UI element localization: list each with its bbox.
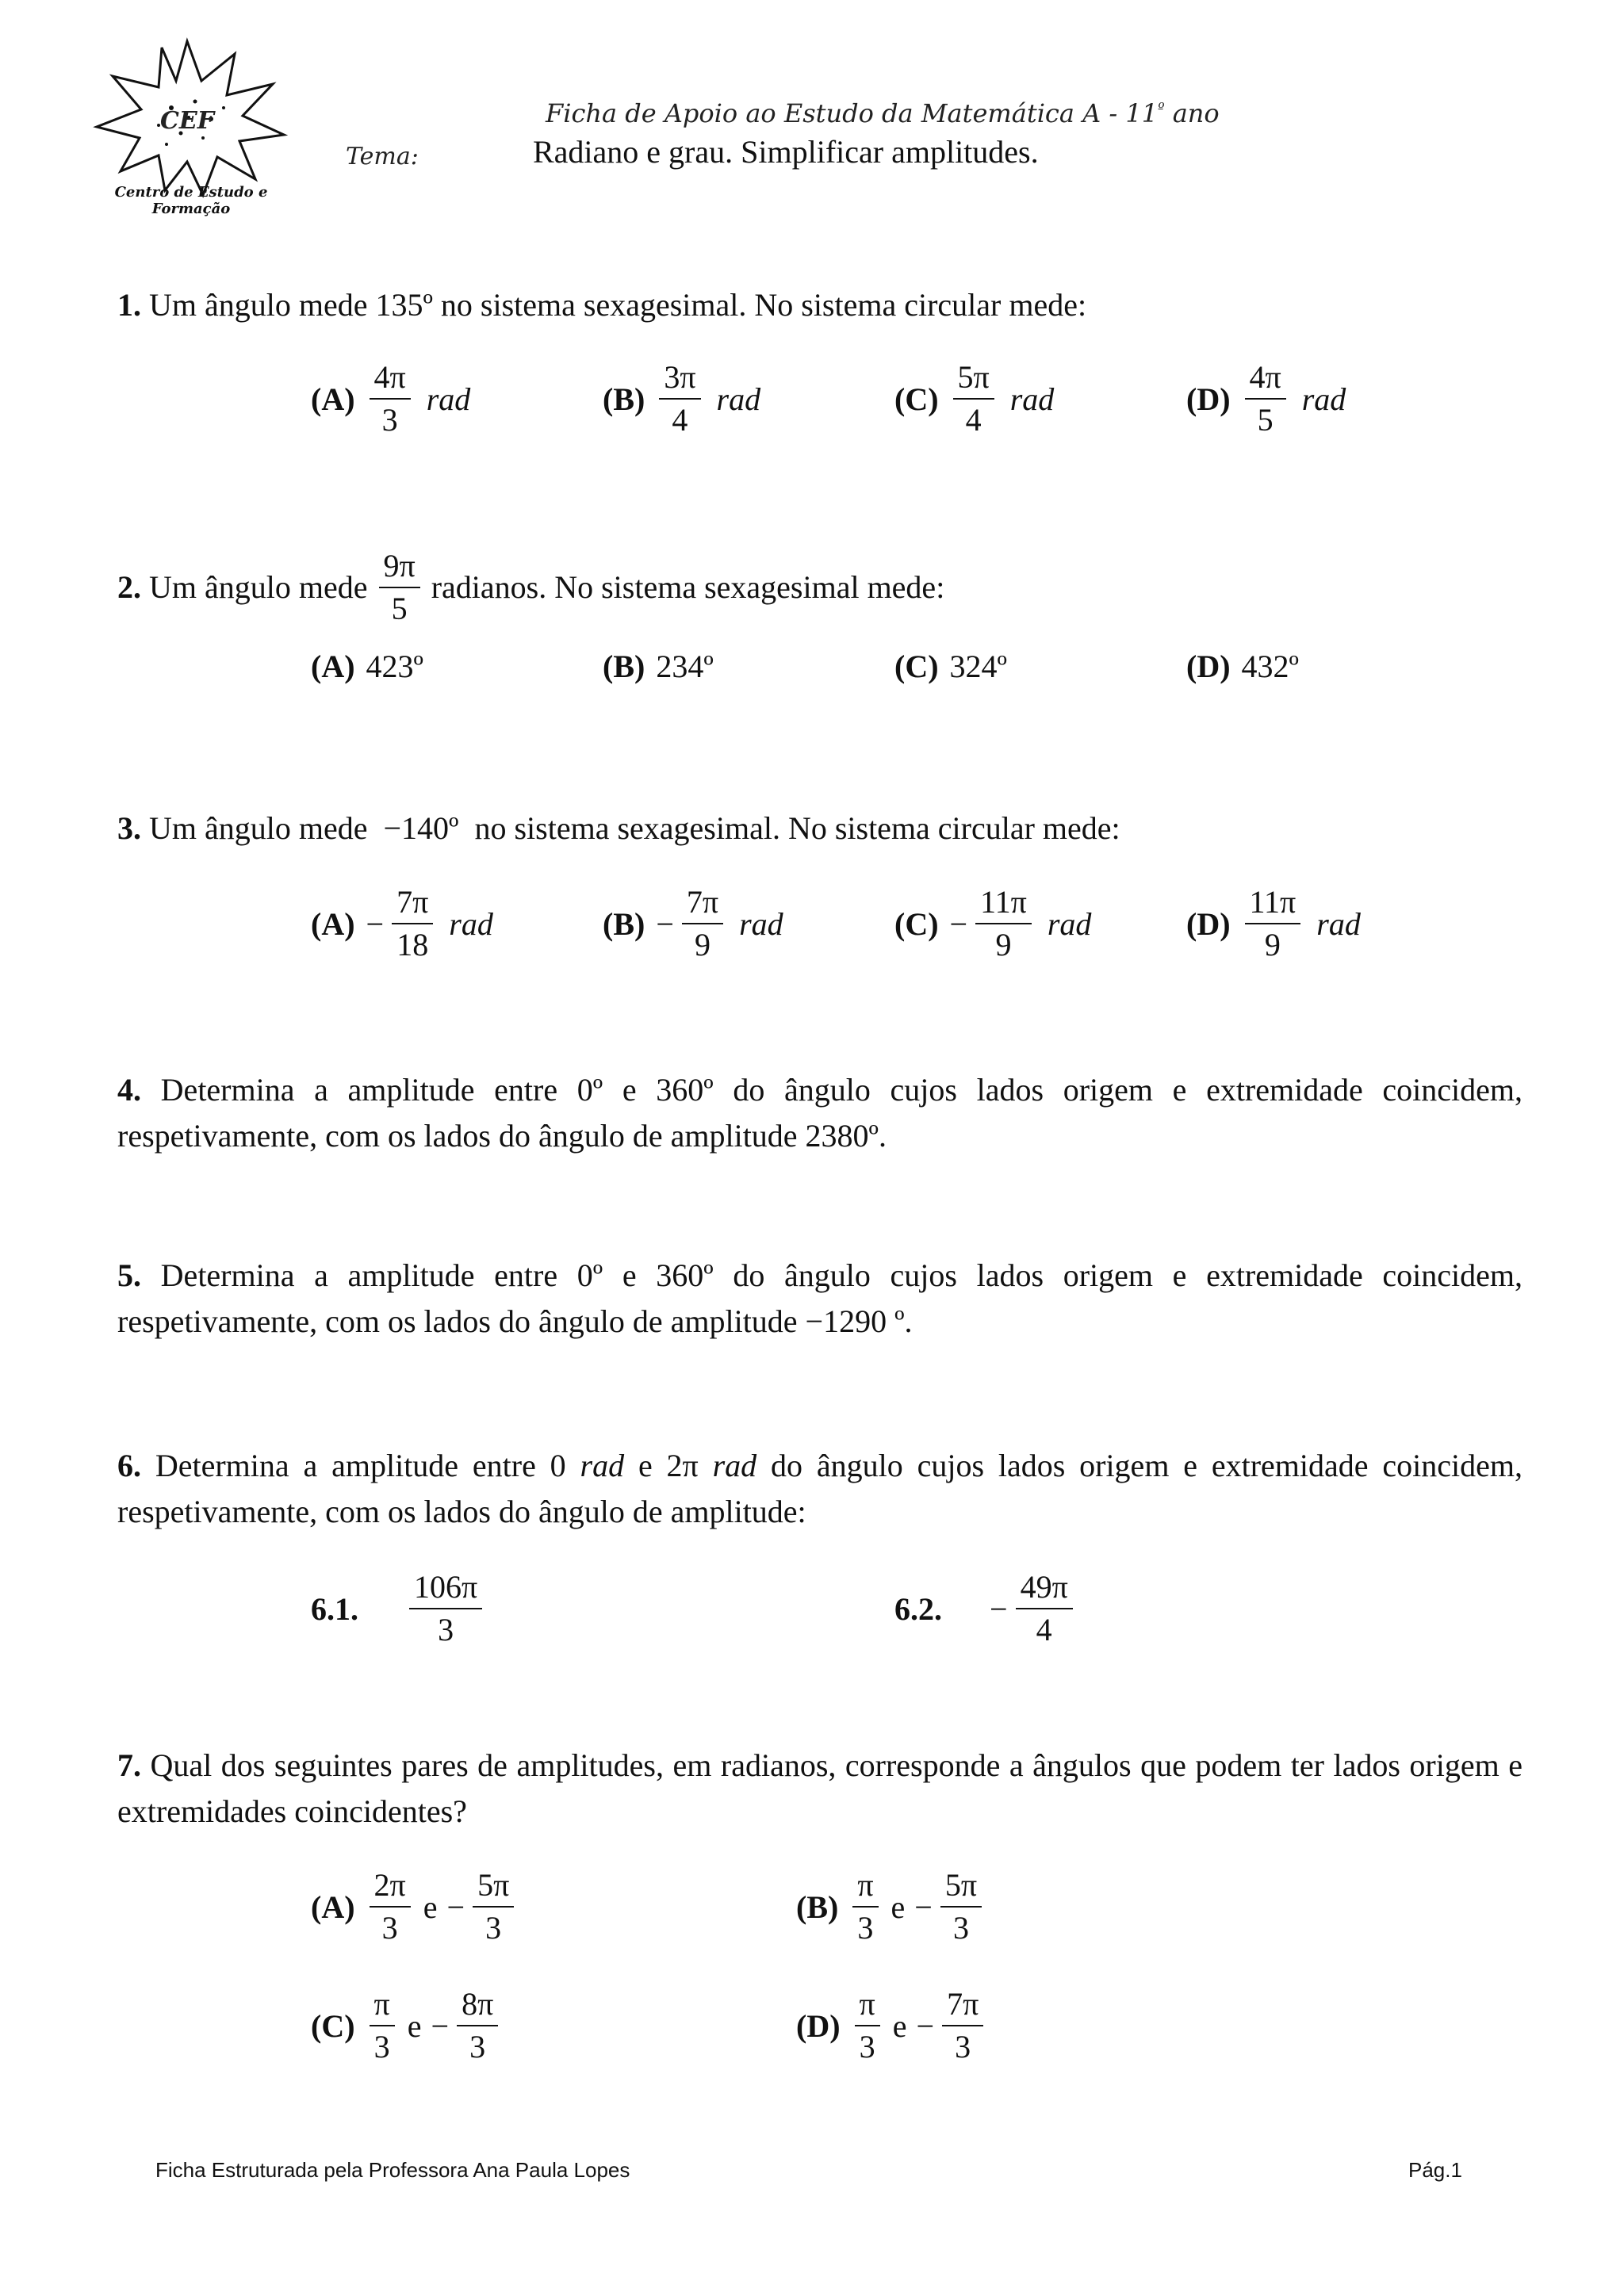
question-value: −140º — [383, 810, 459, 846]
numerator: 11π — [1249, 884, 1297, 920]
minus-sign: − — [446, 1888, 465, 1925]
question-text: Qual dos seguintes pares de amplitudes, em radianos, corresponde a ângulos que podem ter lados origem e extremidades coincidentes? — [117, 1747, 1523, 1829]
numerator: 11π — [980, 884, 1027, 920]
numerator: 5π — [477, 1867, 510, 1903]
q3-option-d[interactable] — [1186, 880, 1361, 967]
question-number: 2. — [117, 569, 141, 605]
denominator: 3 — [457, 2025, 498, 2064]
fraction — [392, 885, 433, 962]
denominator: 9 — [682, 923, 723, 962]
q7-option-d[interactable] — [796, 1982, 986, 2069]
sheet-title — [546, 98, 1220, 128]
denominator: 5 — [379, 587, 420, 626]
option-label: (C) — [894, 648, 939, 684]
denominator: 4 — [659, 398, 700, 438]
unit: rad — [449, 905, 493, 942]
option-label: (C) — [894, 905, 939, 942]
unit: rad — [580, 1448, 625, 1483]
numerator: 5π — [944, 1867, 978, 1903]
denominator: 3 — [852, 1906, 878, 1946]
option-value: 423º — [366, 648, 423, 684]
question-text-part: Determina a amplitude entre 0 — [155, 1448, 566, 1483]
unit: rad — [1316, 905, 1361, 942]
denominator: 3 — [409, 1608, 482, 1647]
question-number: 1. — [117, 287, 141, 323]
question-text-before: Um ângulo mede — [149, 810, 368, 846]
question-4 — [117, 1067, 1522, 1159]
starburst-logo-icon — [76, 32, 298, 206]
minus-sign: − — [914, 1888, 933, 1925]
option-value: 432º — [1241, 648, 1299, 684]
connector: e — [407, 2007, 422, 2044]
item-label: 6.1. — [311, 1590, 358, 1627]
question-text-part: e 2π — [638, 1448, 699, 1483]
fraction — [370, 360, 411, 438]
numerator: π — [859, 1986, 875, 2022]
question-number: 6. — [117, 1448, 141, 1483]
numerator: 3π — [664, 359, 696, 395]
unit: rad — [1047, 905, 1092, 942]
q2-option-a[interactable] — [311, 642, 423, 690]
question-7 — [117, 1743, 1522, 1835]
question-5 — [117, 1253, 1522, 1345]
question-number: 3. — [117, 810, 141, 846]
option-label: (B) — [603, 648, 645, 684]
fraction — [409, 1570, 482, 1647]
denominator: 4 — [1016, 1608, 1073, 1647]
fraction — [953, 360, 994, 438]
q1-option-b[interactable] — [603, 355, 760, 442]
question-text-after: no sistema sexagesimal. No sistema circular mede: — [474, 810, 1120, 846]
question-text-before: Um ângulo mede — [149, 569, 368, 605]
minus-sign: − — [990, 1590, 1008, 1627]
option-label: (D) — [796, 2007, 841, 2044]
numerator: 106π — [414, 1569, 478, 1605]
question-number: 7. — [117, 1747, 141, 1783]
question-number: 5. — [117, 1257, 141, 1293]
fraction — [855, 1987, 880, 2064]
denominator: 4 — [953, 398, 994, 438]
unit: rad — [712, 1448, 757, 1483]
q7-option-b[interactable] — [796, 1863, 985, 1950]
minus-sign: − — [916, 2007, 935, 2044]
logo-initials: CEF — [159, 107, 215, 135]
numerator: 49π — [1020, 1569, 1068, 1605]
option-label: (D) — [1186, 648, 1231, 684]
fraction — [370, 1868, 411, 1946]
logo — [76, 32, 298, 206]
denominator: 3 — [370, 2025, 395, 2064]
fraction — [1245, 885, 1301, 962]
denominator: 3 — [940, 1906, 982, 1946]
unit: rad — [716, 381, 761, 417]
unit: rad — [1301, 381, 1346, 417]
denominator: 5 — [1245, 398, 1286, 438]
question-number: 4. — [117, 1072, 141, 1108]
fraction — [1016, 1570, 1073, 1647]
denominator: 9 — [1245, 923, 1301, 962]
connector: e — [423, 1888, 438, 1925]
question-text: Um ângulo mede 135º no sistema sexagesimal. No sistema circular mede: — [149, 287, 1087, 323]
numerator: 4π — [1249, 359, 1281, 395]
question-1 — [117, 282, 1522, 328]
option-label: (C) — [311, 2007, 355, 2044]
q6-item-2 — [894, 1565, 1076, 1652]
question-text: Determina a amplitude entre 0º e 360º do ângulo cujos lados origem e extremidade coincidem, respetivamente, com os lados do ângulo de amplitude 2380º. — [117, 1072, 1523, 1154]
denominator: 3 — [473, 1906, 514, 1946]
numerator: 4π — [373, 359, 406, 395]
fraction — [940, 1868, 982, 1946]
grade-word: ano — [1172, 98, 1220, 128]
tema-text: Radiano e grau. Simplificar amplitudes. — [533, 134, 1039, 170]
q3-option-c[interactable] — [894, 880, 1091, 967]
minus-sign: − — [656, 905, 674, 942]
fraction — [457, 1987, 498, 2064]
q3-option-a[interactable] — [311, 880, 493, 967]
q1-option-a[interactable] — [311, 355, 470, 442]
question-text: Determina a amplitude entre 0º e 360º do ângulo cujos lados origem e extremidade coincidem, respetivamente, com os lados do ângulo de amplitude −1290 º. — [117, 1257, 1523, 1339]
minus-sign: − — [366, 905, 385, 942]
fraction — [659, 360, 700, 438]
denominator: 3 — [370, 398, 411, 438]
question-2 — [117, 544, 1522, 631]
tema-label: Tema: — [346, 143, 419, 170]
option-label: (C) — [894, 381, 939, 417]
denominator: 9 — [975, 923, 1032, 962]
fraction — [379, 549, 420, 626]
unit: rad — [739, 905, 783, 942]
denominator: 3 — [942, 2025, 983, 2064]
option-label: (A) — [311, 381, 355, 417]
connector: e — [891, 1888, 906, 1925]
q7-option-a[interactable] — [311, 1863, 517, 1950]
q2-option-d[interactable] — [1186, 642, 1299, 690]
minus-sign: − — [949, 905, 968, 942]
option-label: (B) — [603, 381, 645, 417]
sheet-title-text: Ficha de Apoio ao Estudo da Matemática A - 11 — [546, 98, 1159, 128]
numerator: 5π — [957, 359, 990, 395]
fraction — [975, 885, 1032, 962]
numerator: 7π — [686, 884, 719, 920]
question-3 — [117, 806, 1522, 851]
option-label: (B) — [796, 1888, 839, 1925]
connector: e — [892, 2007, 907, 2044]
denominator: 3 — [370, 1906, 411, 1946]
numerator: 7π — [396, 884, 429, 920]
question-text-part: do ângulo cujos lados origem e extremidade coincidem, respetivamente, com os lados do ângulo de amplitude: — [117, 1448, 1522, 1529]
option-label: (A) — [311, 648, 355, 684]
option-label: (A) — [311, 1888, 355, 1925]
numerator: 2π — [373, 1867, 406, 1903]
fraction — [942, 1987, 983, 2064]
fraction — [1245, 360, 1286, 438]
grade-superscript: º — [1158, 100, 1165, 117]
denominator: 3 — [855, 2025, 880, 2064]
unit: rad — [426, 381, 471, 417]
numerator: 9π — [383, 548, 416, 584]
q6-item-1 — [311, 1565, 485, 1652]
question-6 — [117, 1443, 1522, 1535]
option-value: 234º — [656, 648, 714, 684]
q2-option-b[interactable] — [603, 642, 714, 690]
numerator: 7π — [947, 1986, 979, 2022]
numerator: 8π — [462, 1986, 494, 2022]
numerator: π — [857, 1867, 874, 1903]
q2-option-c[interactable] — [894, 642, 1007, 690]
fraction — [370, 1987, 395, 2064]
fraction — [682, 885, 723, 962]
q7-option-c[interactable] — [311, 1982, 501, 2069]
option-label: (A) — [311, 905, 355, 942]
fraction — [852, 1868, 878, 1946]
q3-option-b[interactable] — [603, 880, 783, 967]
q1-option-d[interactable] — [1186, 355, 1346, 442]
q1-option-c[interactable] — [894, 355, 1054, 442]
option-label: (D) — [1186, 381, 1231, 417]
unit: rad — [1009, 381, 1055, 417]
footer-author: Ficha Estruturada pela Professora Ana Paula Lopes — [155, 2158, 630, 2182]
logo-caption: Centro de Estudo e Formação — [114, 184, 268, 217]
option-label: (B) — [603, 905, 645, 942]
fraction — [473, 1868, 514, 1946]
option-value: 324º — [949, 648, 1007, 684]
item-label: 6.2. — [894, 1590, 942, 1627]
denominator: 18 — [392, 923, 433, 962]
numerator: π — [373, 1986, 390, 2022]
option-label: (D) — [1186, 905, 1231, 942]
minus-sign: − — [431, 2007, 450, 2044]
footer-page-number: Pág.1 — [1408, 2158, 1462, 2182]
question-text-after: radianos. No sistema sexagesimal mede: — [431, 569, 945, 605]
